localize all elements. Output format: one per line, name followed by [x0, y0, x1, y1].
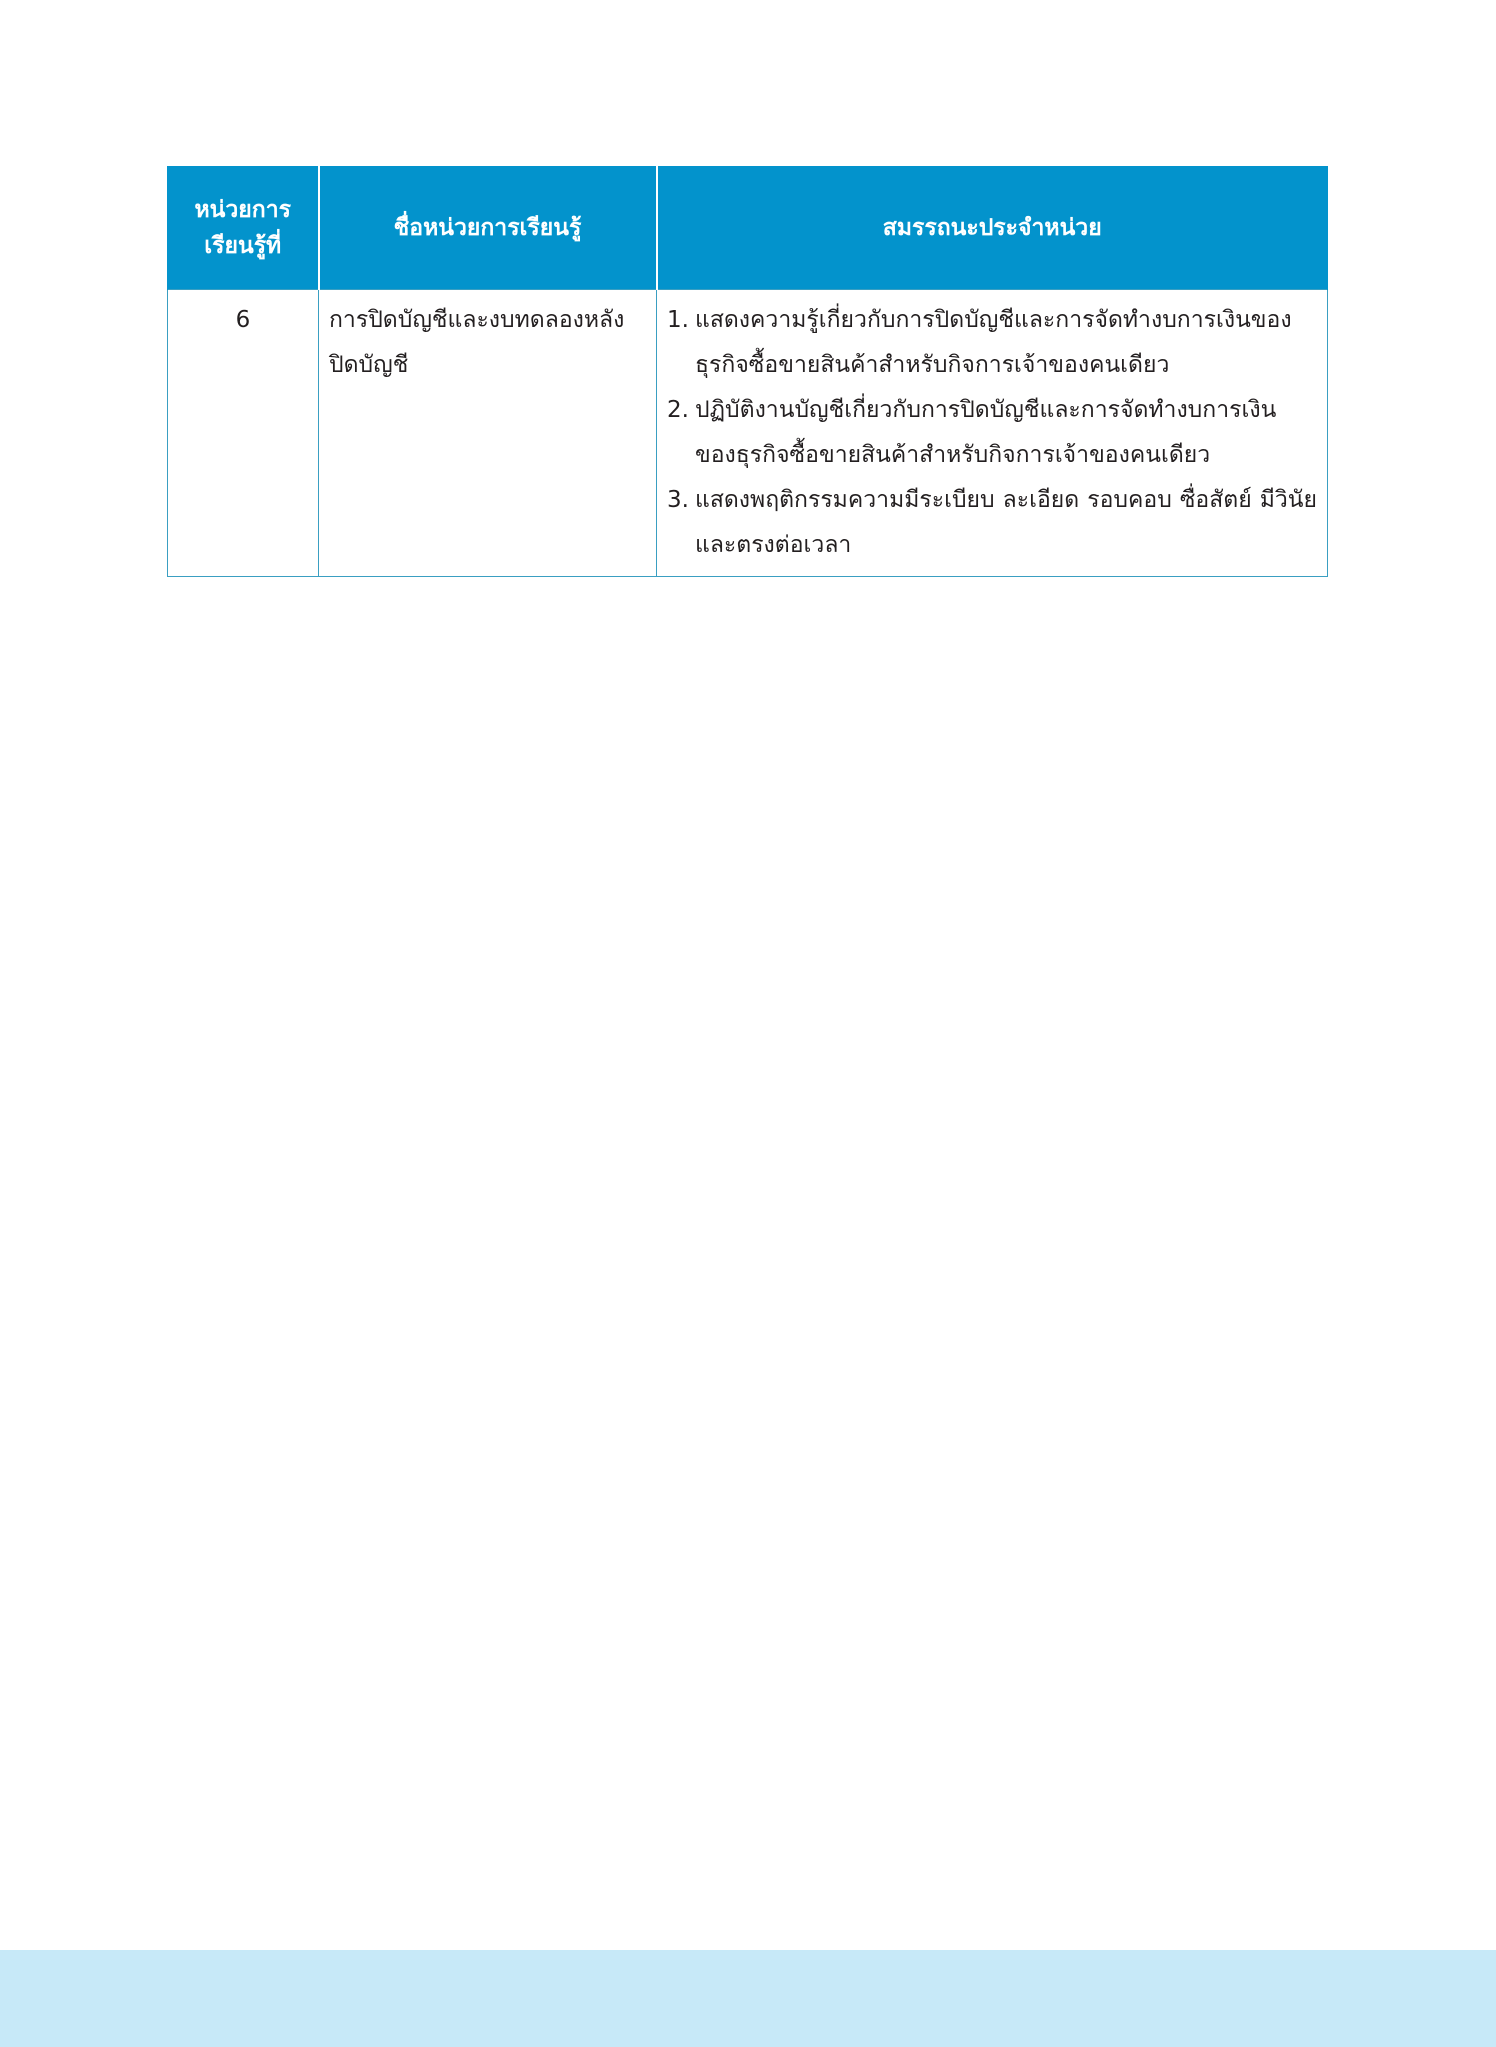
table-header-row	[168, 167, 1328, 290]
footer-band	[0, 1950, 1496, 2047]
competency-text: แสดงพฤติกรรมความมีระเบียบ ละเอียด รอบคอบ ซื่อสัตย์ มีวินัยและตรงต่อเวลา	[695, 487, 1317, 558]
competency-text: ปฏิบัติงานบัญชีเกี่ยวกับการปิดบัญชีและการจัดทำงบการเงินของธุรกิจซื้อขายสินค้าสำหรับกิจการเจ้าของคนเดียว	[695, 397, 1277, 468]
competency-item	[667, 388, 1317, 478]
competency-item	[667, 478, 1317, 568]
competency-cell	[657, 290, 1328, 577]
table-row	[168, 290, 1328, 577]
competency-index: 3.	[667, 487, 689, 513]
unit-name: การปิดบัญชีและงบทดลองหลังปิดบัญชี	[319, 290, 657, 577]
competency-text: แสดงความรู้เกี่ยวกับการปิดบัญชีและการจัดทำงบการเงินของธุรกิจซื้อขายสินค้าสำหรับกิจการเจ้าของคนเดียว	[695, 307, 1292, 378]
header-competency: สมรรถนะประจำหน่วย	[657, 167, 1328, 290]
header-unit-name: ชื่อหน่วยการเรียนรู้	[319, 167, 657, 290]
competency-index: 2.	[667, 397, 689, 423]
header-unit-no: หน่วยการ เรียนรู้ที่	[168, 167, 319, 290]
competency-item	[667, 298, 1317, 388]
unit-number: 6	[168, 290, 319, 577]
competency-list	[667, 298, 1317, 568]
competency-index: 1.	[667, 307, 689, 333]
unit-table	[167, 166, 1328, 577]
